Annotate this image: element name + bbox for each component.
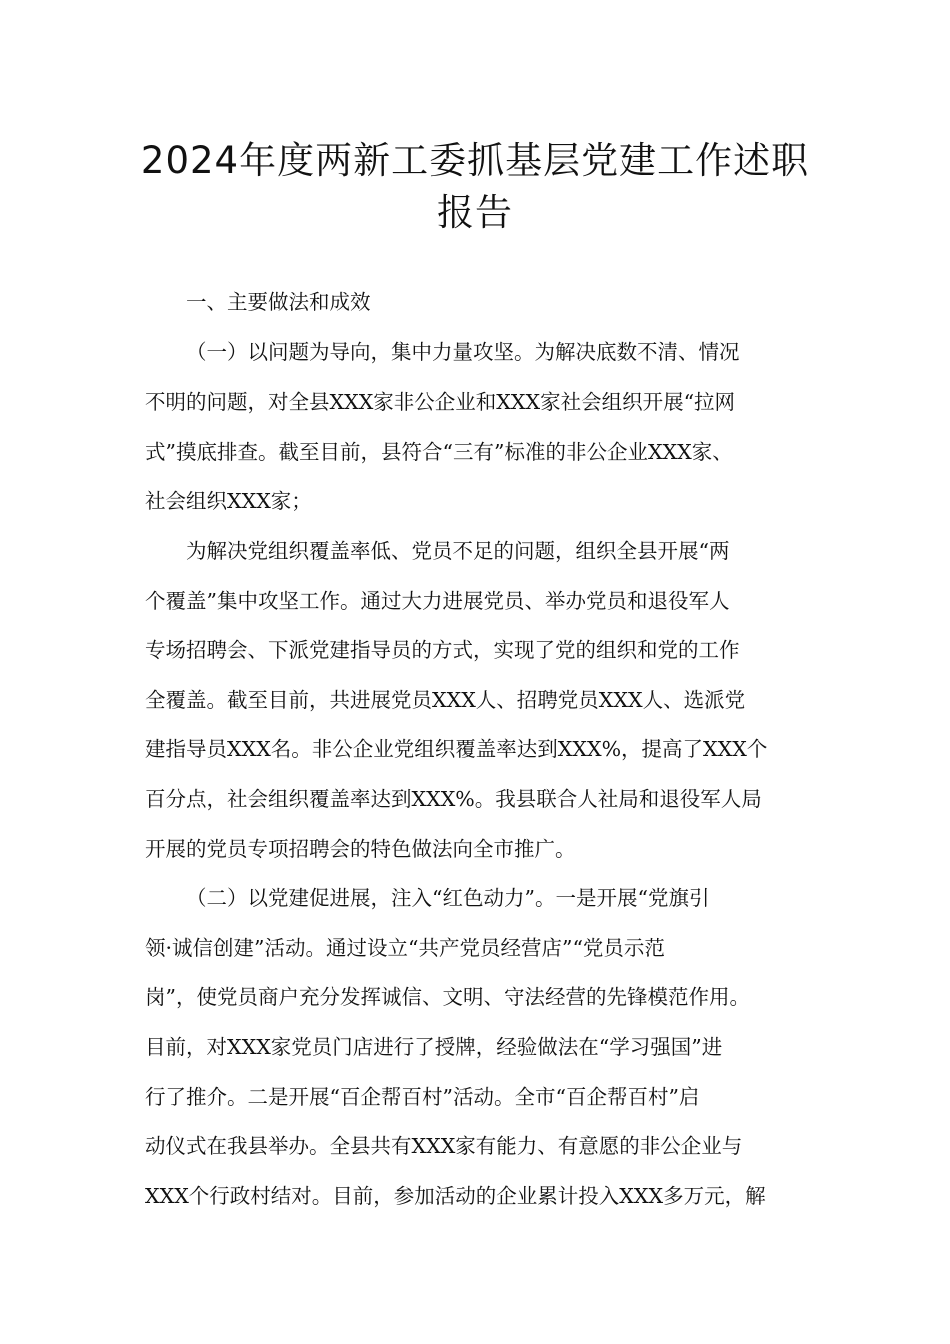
paragraph-line: 领·诚信创建”活动。通过设立“共产党员经营店”“党员示范 <box>145 936 665 960</box>
paragraph-line: XXX个行政村结对。目前，参加活动的企业累计投入XXX多万元，解 <box>145 1184 766 1208</box>
paragraph-line: 百分点，社会组织覆盖率达到XXX%。我县联合人社局和退役军人局 <box>145 787 762 811</box>
paragraph-line: 岗”，使党员商户充分发挥诚信、文明、守法经营的先锋模范作用。 <box>145 985 750 1009</box>
paragraph-line: 动仪式在我县举办。全县共有XXX家有能力、有意愿的非公企业与 <box>145 1134 743 1158</box>
paragraph-line: 目前，对XXX家党员门店进行了授牌，经验做法在“学习强国”进 <box>145 1035 723 1059</box>
paragraph-line: 个覆盖”集中攻坚工作。通过大力进展党员、举办党员和退役军人 <box>145 589 730 613</box>
paragraph-line: 式”摸底排查。截至目前，县符合“三有”标准的非公企业XXX家、 <box>145 440 733 464</box>
document-title-line-2: 报告 <box>437 191 513 234</box>
paragraph-line: 专场招聘会、下派党建指导员的方式，实现了党的组织和党的工作 <box>145 638 740 662</box>
paragraph-line: 不明的问题，对全县XXX家非公企业和XXX家社会组织开展“拉网 <box>145 390 736 414</box>
paragraph-line: 建指导员XXX名。非公企业党组织覆盖率达到XXX%，提高了XXX个 <box>145 737 768 761</box>
paragraph-line: 社会组织XXX家； <box>145 489 312 513</box>
paragraph-line: 行了推介。二是开展“百企帮百村”活动。全市“百企帮百村”启 <box>145 1085 700 1109</box>
paragraph-line: 为解决党组织覆盖率低、党员不足的问题，组织全县开展“两 <box>186 539 730 563</box>
document-title-line-1: 2024年度两新工委抓基层党建工作述职 <box>140 139 810 182</box>
paragraph-line: （二）以党建促进展，注入“红色动力”。一是开展“党旗引 <box>186 886 710 910</box>
paragraph-line: （一）以问题为导向，集中力量攻坚。为解决底数不清、情况 <box>186 340 740 364</box>
section-heading: 一、主要做法和成效 <box>186 290 371 314</box>
paragraph-line: 全覆盖。截至目前，共进展党员XXX人、招聘党员XXX人、选派党 <box>145 688 746 712</box>
paragraph-line: 开展的党员专项招聘会的特色做法向全市推广。 <box>145 837 576 861</box>
